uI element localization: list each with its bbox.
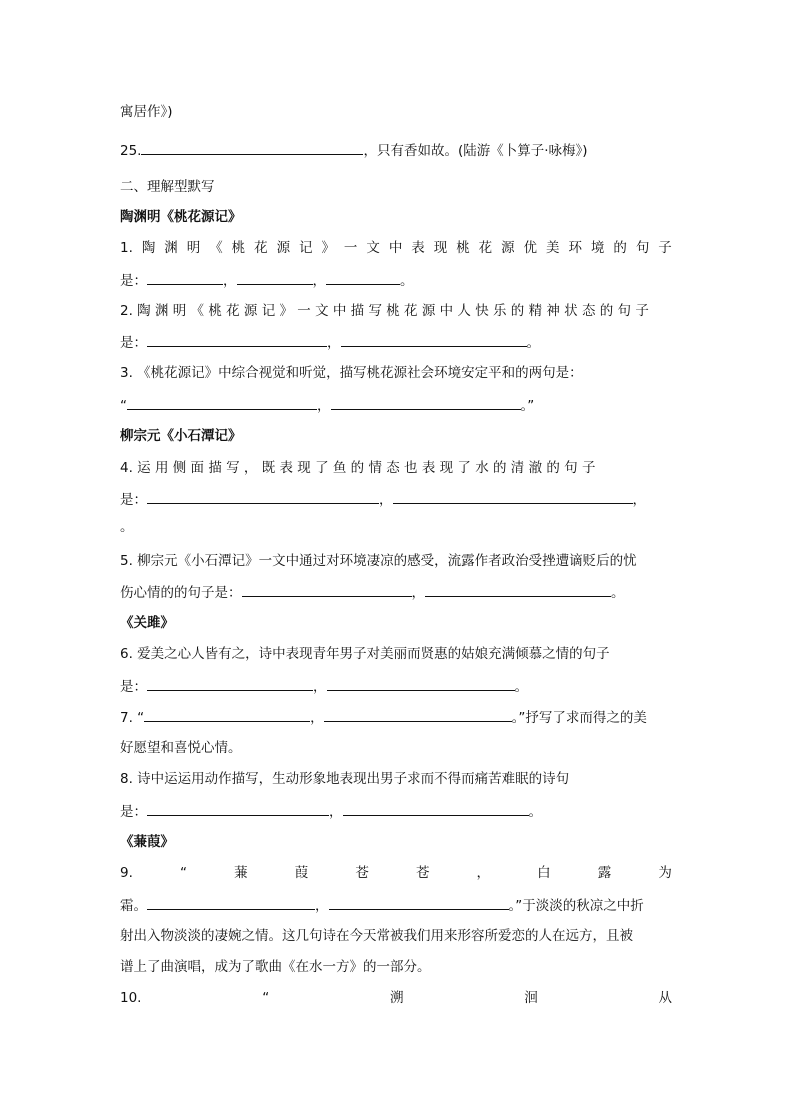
answer-blank[interactable] — [144, 708, 310, 722]
question-7-cont: 好愿望和喜悦心情。 — [120, 740, 242, 756]
question-text: ，只有香如故。(陆游《卜算子·咏梅》) — [363, 143, 588, 159]
question-4-end: 。 — [120, 519, 134, 535]
question-10-line — [120, 989, 672, 1007]
text-char: 优 — [523, 240, 538, 256]
label: 是： — [120, 804, 147, 820]
question-8-line: 8. 诗中运运用动作描写，生动形象地表现出男子求而不得而痛苦难眠的诗句 — [120, 771, 570, 787]
punct: ， — [329, 804, 343, 820]
text-char: 》 — [321, 240, 335, 256]
answer-blank[interactable] — [329, 896, 509, 910]
text-char: 露 — [597, 865, 612, 881]
question-9-cont: 射出入物淡淡的凄婉之情。这几句诗在今天常被我们用来形容所爱恋的人在远方，且被 — [120, 928, 633, 944]
answer-blank[interactable] — [341, 333, 527, 347]
question-4-answer — [120, 490, 672, 509]
text-char: “ — [262, 990, 270, 1006]
label: 是： — [120, 273, 147, 289]
question-1-answer — [120, 271, 672, 290]
answer-blank[interactable] — [147, 802, 329, 816]
answer-blank[interactable] — [343, 802, 529, 816]
punct: 。” — [520, 398, 535, 414]
question-6-line: 6. 爱美之心人皆有之，诗中表现青年男子对美丽而贤惠的姑娘充满倾慕之情的句子 — [120, 646, 610, 662]
label: 伤心情的的句子是： — [120, 585, 242, 601]
text-char: 现 — [433, 240, 448, 256]
text-char: 洄 — [524, 990, 538, 1006]
text-char: 1. — [120, 240, 133, 256]
text-char: “ — [180, 865, 187, 881]
text-char: 中 — [388, 240, 403, 256]
text-char: 美 — [546, 240, 560, 256]
question-2-line: 2. 陶 渊 明 《 桃 花 源 记 》 一 文 中 描 写 桃 花 源 中 人 快 乐 的 精 神 状 态 的 句 子 — [120, 303, 649, 319]
text-char: 桃 — [231, 240, 246, 256]
answer-blank[interactable] — [324, 708, 512, 722]
question-7-line — [120, 708, 672, 727]
text-char: ， — [476, 865, 491, 881]
question-6-answer — [120, 677, 672, 696]
text-char: 源 — [276, 240, 291, 256]
answer-blank[interactable] — [327, 677, 515, 691]
question-number: 7. “ — [120, 710, 145, 726]
text-char: 文 — [366, 240, 380, 256]
answer-blank[interactable] — [147, 333, 327, 347]
label: 是： — [120, 679, 147, 695]
text-char: 环 — [568, 240, 582, 256]
question-text: 。”抒写了求而得之的美 — [511, 710, 647, 726]
question-3-line: 3. 《桃花源记》中综合视觉和听觉，描写桃花源社会环境安定平和的两句是： — [120, 365, 583, 381]
question-25 — [120, 141, 672, 160]
question-9-answer — [120, 896, 672, 915]
question-5-line: 5. 柳宗元《小石潭记》一文中通过对环境凄凉的感受，流露作者政治受挫遭谪贬后的忧 — [120, 553, 637, 569]
question-1-line — [120, 239, 672, 257]
text-char: 10. — [120, 990, 142, 1006]
text-line: 寓居作》) — [120, 104, 173, 120]
text-char: 子 — [658, 240, 672, 256]
label: 霜。 — [120, 898, 147, 914]
punct: 。 — [514, 679, 528, 695]
punct: “ — [120, 398, 127, 414]
text-char: 白 — [537, 865, 551, 881]
punct: 。 — [400, 273, 414, 289]
text-char: 境 — [590, 240, 605, 256]
text-char: 为 — [658, 865, 672, 881]
text-char: 花 — [254, 240, 268, 256]
answer-blank[interactable] — [147, 677, 313, 691]
punct: ， — [310, 710, 324, 726]
text-char: 桃 — [456, 240, 470, 256]
text-char: 溯 — [389, 990, 404, 1006]
question-number: 25. — [120, 143, 142, 159]
subsection-heading-xiaoshitanji: 柳宗元《小石潭记》 — [120, 428, 242, 444]
answer-blank[interactable] — [141, 141, 363, 155]
question-text: 。”于淡淡的秋凉之中折 — [508, 898, 644, 914]
answer-blank[interactable] — [326, 271, 400, 285]
text-char: 渊 — [164, 240, 178, 256]
question-4-line: 4. 运 用 侧 面 描 写 ， 既 表 现 了 鱼 的 情 态 也 表 现 了 水 的 清 澈 的 句 子 — [120, 460, 596, 476]
text-char: 的 — [613, 240, 627, 256]
text-char: 句 — [635, 240, 650, 256]
label: 是： — [120, 335, 147, 351]
punct: 。 — [611, 585, 625, 601]
text-char: 明 — [186, 240, 201, 256]
text-char: 蒹 — [234, 865, 248, 881]
answer-blank[interactable] — [393, 490, 633, 504]
punct: ， — [317, 398, 331, 414]
question-3-answer — [120, 396, 672, 415]
answer-blank[interactable] — [147, 896, 315, 910]
question-5-answer — [120, 583, 672, 602]
question-8-answer — [120, 802, 672, 821]
answer-blank[interactable] — [127, 396, 317, 410]
punct: ， — [313, 679, 327, 695]
text-char: 葭 — [294, 865, 309, 881]
text-char: 花 — [478, 240, 493, 256]
answer-blank[interactable] — [425, 583, 611, 597]
question-9-cont2: 谱上了曲演唱，成为了歌曲《在水一方》的一部分。 — [120, 959, 431, 975]
text-char: 陶 — [141, 240, 156, 256]
text-char: 源 — [501, 240, 515, 256]
punct: ， — [379, 492, 393, 508]
text-char: 苍 — [415, 865, 430, 881]
answer-blank[interactable] — [242, 583, 412, 597]
text-char: 一 — [343, 240, 358, 256]
punct: ， — [327, 335, 341, 351]
section-heading: 二、理解型默写 — [120, 179, 215, 195]
answer-blank[interactable] — [237, 271, 313, 285]
subsection-heading-jianjia: 《蒹葭》 — [120, 834, 174, 850]
punct: 。 — [526, 335, 540, 351]
text-char: 从 — [658, 990, 672, 1006]
question-2-answer — [120, 333, 672, 352]
punct: ， — [312, 273, 326, 289]
answer-blank[interactable] — [147, 490, 379, 504]
text-char: 9. — [120, 865, 133, 881]
text-char: 苍 — [355, 865, 369, 881]
text-char: 记 — [299, 240, 313, 256]
punct: ， — [315, 898, 329, 914]
answer-blank[interactable] — [147, 271, 223, 285]
text-char: 《 — [209, 240, 223, 256]
punct: ， — [411, 585, 425, 601]
punct: ， — [223, 273, 237, 289]
punct: ， — [632, 492, 646, 508]
subsection-heading-guanju: 《关雎》 — [120, 615, 174, 631]
answer-blank[interactable] — [331, 396, 521, 410]
punct: 。 — [528, 804, 542, 820]
text-char: 表 — [411, 240, 425, 256]
subsection-heading-taohuayuanji: 陶渊明《桃花源记》 — [120, 209, 242, 225]
question-9-line — [120, 864, 672, 882]
label: 是： — [120, 492, 147, 508]
